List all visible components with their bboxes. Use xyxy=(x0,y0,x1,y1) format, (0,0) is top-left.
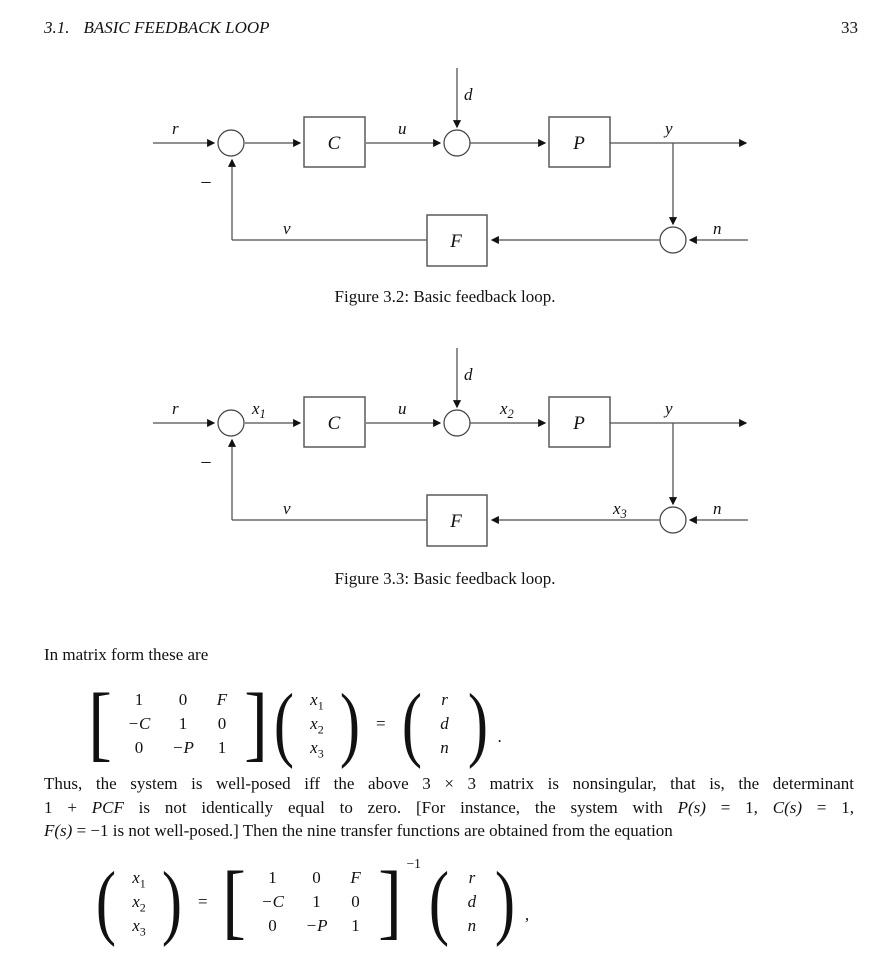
matrix-cell: 1 xyxy=(351,916,360,935)
right-square-bracket: ] xyxy=(377,855,402,948)
disturbance-label: d xyxy=(464,85,473,104)
control-signal-label: u xyxy=(398,119,407,138)
summing-junction-1 xyxy=(218,130,244,156)
filter-label: F xyxy=(450,511,462,532)
summing-junction-2 xyxy=(444,130,470,156)
feedback-signal-label: v xyxy=(283,219,291,238)
left-paren: ( xyxy=(273,677,295,770)
matrix-cell: 1 xyxy=(217,738,227,757)
state-x2-label: $x_2$ xyxy=(500,399,514,421)
page-number: 33 xyxy=(841,18,858,37)
matrix-cell: 0 xyxy=(268,916,277,935)
body-paragraph xyxy=(44,772,854,843)
right-paren: ) xyxy=(467,677,488,770)
equals-sign: = xyxy=(375,714,386,733)
output-label: y xyxy=(665,399,673,418)
matrix-cell: F xyxy=(350,868,361,887)
state-vector: $x_1$ $x_2$ $x_3$ xyxy=(310,690,324,761)
equation-comma: , xyxy=(524,905,530,924)
minus-sign: − xyxy=(200,172,212,194)
state-x1-label: $x_1$ xyxy=(252,399,266,421)
matrix-cell: −C xyxy=(261,892,284,911)
figure-3-2-caption: Figure 3.2: Basic feedback loop. xyxy=(334,287,556,306)
input-vector: r d n xyxy=(467,868,477,935)
input-vector: r d n xyxy=(440,690,449,757)
section-title: BASIC FEEDBACK LOOP xyxy=(83,18,270,37)
right-paren: ) xyxy=(494,855,515,948)
noise-label: n xyxy=(713,499,722,518)
matrix-cell: 0 xyxy=(351,892,360,911)
summing-junction-2 xyxy=(444,410,470,436)
system-matrix xyxy=(116,688,240,760)
matrix-cell: 1 xyxy=(178,714,188,733)
inverse-exponent: −1 xyxy=(406,856,421,871)
controller-label: C xyxy=(327,413,341,434)
filter-label: F xyxy=(450,231,462,252)
state-vector: $x_1$ $x_2$ $x_3$ xyxy=(132,868,146,939)
right-paren: ) xyxy=(339,677,361,770)
matrix-cell: −P xyxy=(305,916,328,935)
reference-label: r xyxy=(172,399,179,418)
plant-label: P xyxy=(573,413,585,434)
disturbance-label: d xyxy=(464,365,473,384)
noise-label: n xyxy=(713,219,722,238)
paragraph-line: 1 + PCF is not identically equal to zero. [For instance, the system with P(s) = 1, C(s) = 1, xyxy=(44,797,855,817)
running-header xyxy=(44,18,270,38)
matrix-cell: 1 xyxy=(134,690,144,709)
intro-sentence: In matrix form these are xyxy=(44,645,209,664)
equation-matrix-form xyxy=(86,674,502,774)
matrix-cell: 1 xyxy=(312,892,321,911)
left-paren: ( xyxy=(95,855,117,948)
right-paren: ) xyxy=(161,855,183,948)
left-square-bracket: [ xyxy=(221,855,246,948)
left-paren: ( xyxy=(401,677,422,770)
equation-transfer-functions xyxy=(92,856,529,948)
matrix-cell: 0 xyxy=(134,738,144,757)
figure-3-3-caption: Figure 3.3: Basic feedback loop. xyxy=(334,569,556,588)
matrix-cell: 0 xyxy=(312,868,321,887)
equation-period: . xyxy=(497,727,502,746)
feedback-signal-label: v xyxy=(283,499,291,518)
minus-sign: − xyxy=(200,452,212,474)
state-x3-label: $x_3$ xyxy=(613,499,627,521)
control-signal-label: u xyxy=(398,399,407,418)
figure-3-3-diagram xyxy=(0,340,890,575)
right-square-bracket: ] xyxy=(244,677,268,770)
summing-junction-3 xyxy=(660,507,686,533)
matrix-cell: 0 xyxy=(178,690,188,709)
paragraph-line: F(s) = −1 is not well-posed.] Then the nine transfer functions are obtained from the equation xyxy=(44,821,673,840)
figure-3-2-diagram xyxy=(0,60,890,295)
plant-label: P xyxy=(573,133,585,154)
matrix-cell: 1 xyxy=(268,868,277,887)
paragraph-line: Thus, the system is well-posed iff the above 3 × 3 matrix is nonsingular, that is, the determinant xyxy=(44,774,854,793)
matrix-cell: 0 xyxy=(217,714,227,733)
output-label: y xyxy=(665,119,673,138)
matrix-cell: −P xyxy=(172,738,194,757)
summing-junction-3 xyxy=(660,227,686,253)
reference-label: r xyxy=(172,119,179,138)
equals-sign: = xyxy=(197,892,208,911)
matrix-cell: F xyxy=(216,690,228,709)
matrix-cell: −C xyxy=(127,714,151,733)
summing-junction-1 xyxy=(218,410,244,436)
controller-label: C xyxy=(327,133,341,154)
left-paren: ( xyxy=(428,855,449,948)
system-matrix xyxy=(250,866,374,938)
section-number: 3.1. xyxy=(44,18,70,37)
left-square-bracket: [ xyxy=(88,677,112,770)
